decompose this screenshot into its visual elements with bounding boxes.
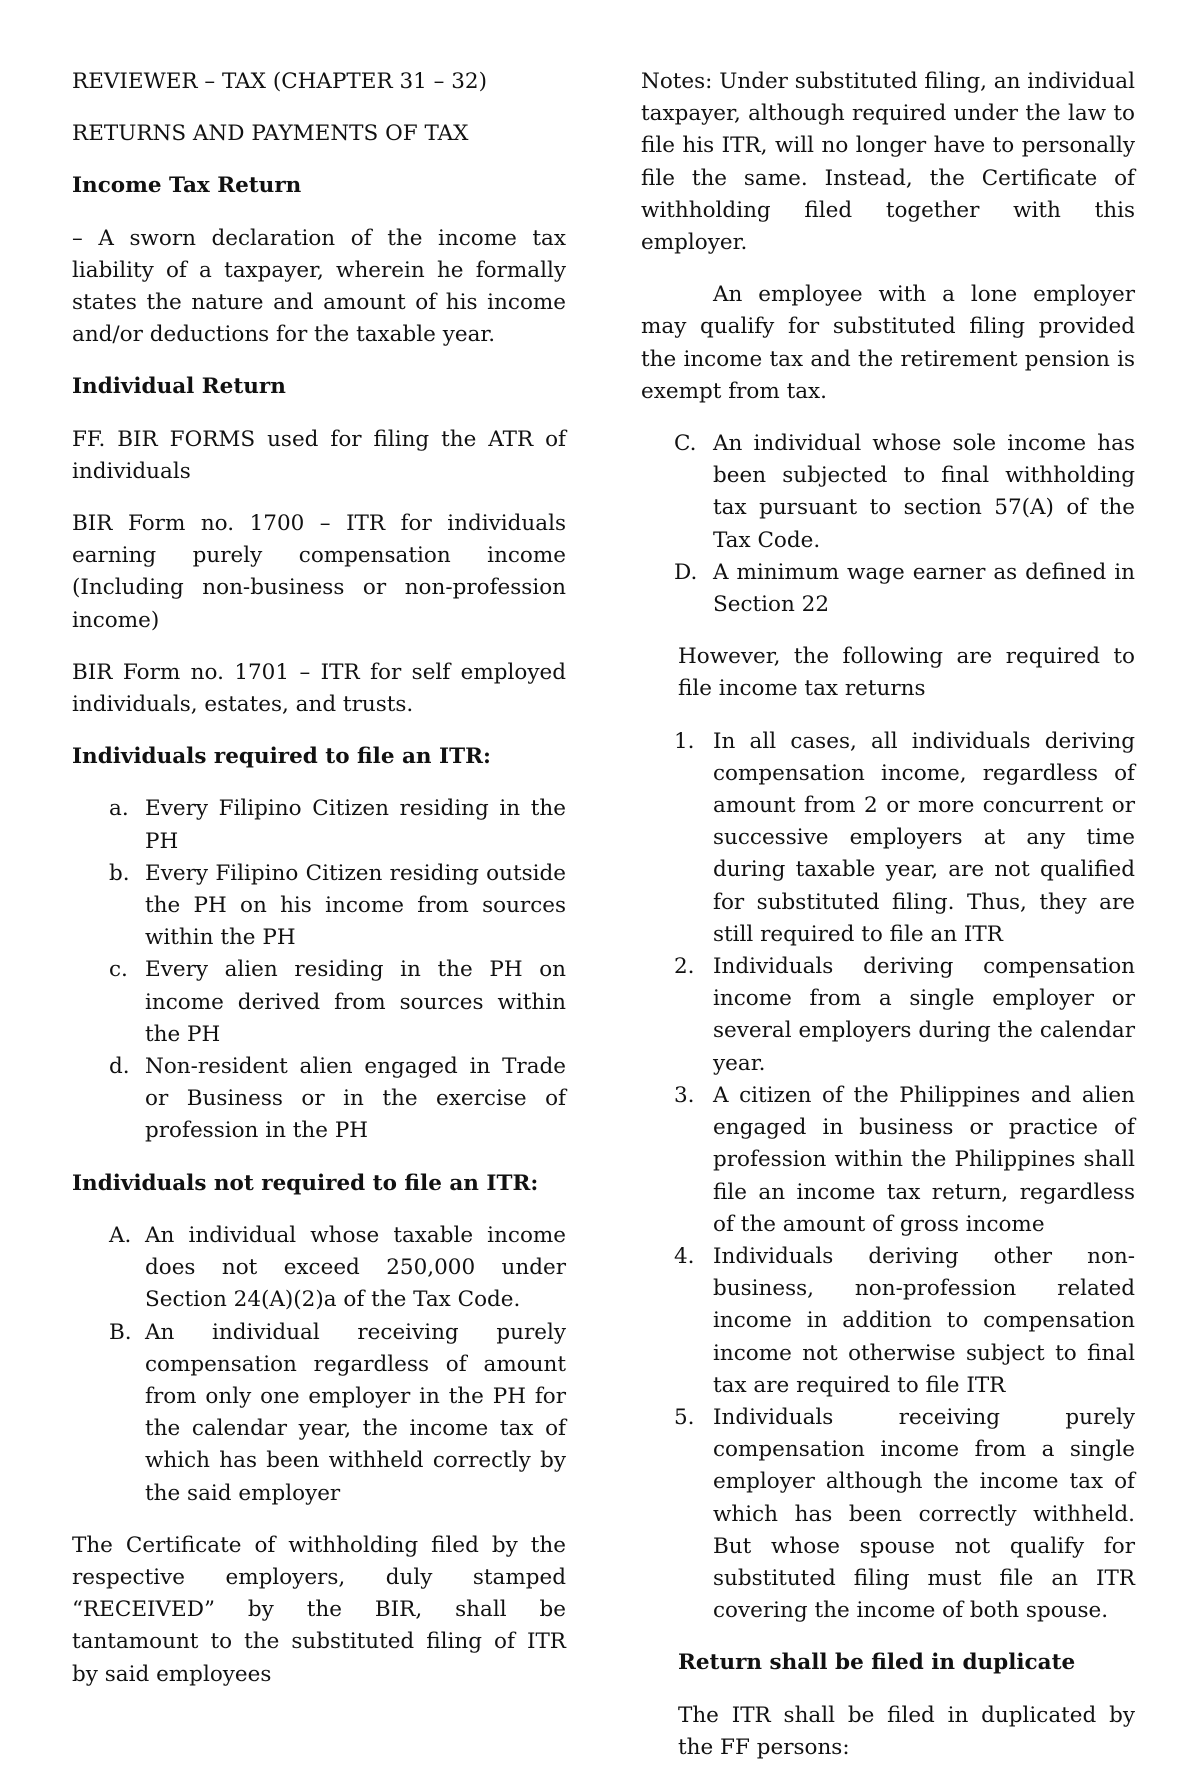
list-marker: 3. <box>674 1082 695 1108</box>
list-item-text: Non-resident alien engaged in Trade or Business or in the exercise of profession in the PH <box>145 1054 566 1144</box>
list-marker: d. <box>109 1054 130 1080</box>
list-item <box>639 1402 1135 1627</box>
list-item <box>639 1241 1135 1402</box>
list-item <box>639 557 1135 621</box>
heading-individual-return: Individual Return <box>72 374 286 400</box>
heading-income-tax-return: Income Tax Return <box>72 173 302 199</box>
paragraph-bir-forms: FF. BIR FORMS used for filing the ATR of individuals <box>72 426 566 484</box>
paragraph-notes: Notes: Under substituted filing, an individual taxpayer, although required under the law to file his ITR, will no longer have to personally file the same. Instead, the Certificate of withholding filed together with this employer. <box>641 69 1135 256</box>
list-item-text: An individual whose taxable income does not exceed 250,000 under Section 24(A)(2)a of the Tax Code. <box>145 1222 566 1313</box>
not-required-list <box>72 1220 566 1510</box>
not-required-list-continued <box>674 428 1135 621</box>
list-item <box>639 428 1135 557</box>
list-item-text: A citizen of the Philippines and alien engaged in business or practice of profession within the Philippines shall file an income tax return, regardless of the amount of gross income <box>713 1082 1135 1237</box>
list-marker: B. <box>109 1319 132 1345</box>
list-marker: 2. <box>674 954 695 980</box>
list-item-text: In all cases, all individuals deriving compensation income, regardless of amount from 2 or more concurrent or successive employers at any time during taxable year, are not qualified for substituted filing. Thus, they are still required to file an ITR <box>713 728 1135 947</box>
heading-filed-in-duplicate: Return shall be filed in duplicate <box>678 1650 1076 1676</box>
list-marker: C. <box>674 431 697 457</box>
paragraph-sworn-declaration: – A sworn declaration of the income tax liability of a taxpayer, wherein he formally states the nature and amount of his income and/or deductions for the taxable year. <box>72 225 566 348</box>
list-item <box>71 793 566 857</box>
list-item <box>639 951 1135 1080</box>
list-item-text: Individuals deriving other non-business, non-profession related income in addition to compensation income not otherwise subject to final tax are required to file ITR <box>713 1243 1135 1398</box>
list-marker: A. <box>109 1222 132 1248</box>
paragraph-lone-employer: An employee with a lone employer may qualify for substituted filing provided the income tax and the retirement pension is exempt from tax. <box>641 282 1135 404</box>
document-title: REVIEWER – TAX (CHAPTER 31 – 32) <box>72 69 487 94</box>
paragraph-filed-in-duplicate: The ITR shall be filed in duplicated by the FF persons: <box>678 1702 1135 1760</box>
heading-not-required-to-file: Individuals not required to file an ITR: <box>72 1170 539 1196</box>
list-item-text: An individual whose sole income has been subjected to final withholding tax pursuant to section 57(A) of the Tax Code. <box>713 431 1135 553</box>
list-item <box>71 858 566 955</box>
paragraph-certificate: The Certificate of withholding filed by the respective employers, duly stamped “RECEIVED” by the BIR, shall be tantamount to the substituted filing of ITR by said employees <box>72 1532 566 1687</box>
heading-required-to-file: Individuals required to file an ITR: <box>72 744 491 770</box>
list-marker: c. <box>109 957 128 983</box>
document-subtitle: RETURNS AND PAYMENTS OF TAX <box>72 121 469 147</box>
list-item <box>71 954 566 1051</box>
list-item-text: A minimum wage earner as defined in Section 22 <box>713 559 1135 618</box>
paragraph-form-1701: BIR Form no. 1701 – ITR for self employed individuals, estates, and trusts. <box>72 659 566 718</box>
list-marker: 1. <box>674 728 695 754</box>
list-item <box>71 1051 566 1148</box>
required-cases-list <box>674 726 1135 1628</box>
list-marker: b. <box>109 860 130 886</box>
list-item <box>639 1080 1135 1241</box>
right-column <box>641 66 1135 1784</box>
list-item-text: Individuals deriving compensation income from a single employer or several employers during the calendar year. <box>713 954 1135 1076</box>
list-item-text: Every Filipino Citizen residing outside the PH on his income from sources within the PH <box>145 860 566 951</box>
required-list <box>72 793 566 1147</box>
list-marker: 4. <box>674 1243 695 1269</box>
list-item-text: Every alien residing in the PH on income derived from sources within the PH <box>145 957 566 1047</box>
list-marker: a. <box>109 796 129 822</box>
list-item <box>71 1220 566 1317</box>
list-item <box>639 726 1135 951</box>
list-marker: 5. <box>674 1404 695 1430</box>
list-item-text: Individuals receiving purely compensation income from a single employer although the income tax of which has been correctly withheld. But whose spouse not qualify for substituted filing must file an ITR covering the income of both spouse. <box>713 1404 1135 1624</box>
list-marker: D. <box>674 559 698 585</box>
list-item-text: An individual receiving purely compensation regardless of amount from only one employer in the PH for the calendar year, the income tax of which has been withheld correctly by the said employer <box>145 1319 566 1506</box>
paragraph-however: However, the following are required to file income tax returns <box>678 644 1135 702</box>
paragraph-form-1700: BIR Form no. 1700 – ITR for individuals earning purely compensation income (Including non-business or non-profession income) <box>72 511 566 633</box>
list-item-text: Every Filipino Citizen residing in the PH <box>145 796 566 854</box>
list-item <box>71 1317 566 1510</box>
left-column <box>72 66 566 1711</box>
